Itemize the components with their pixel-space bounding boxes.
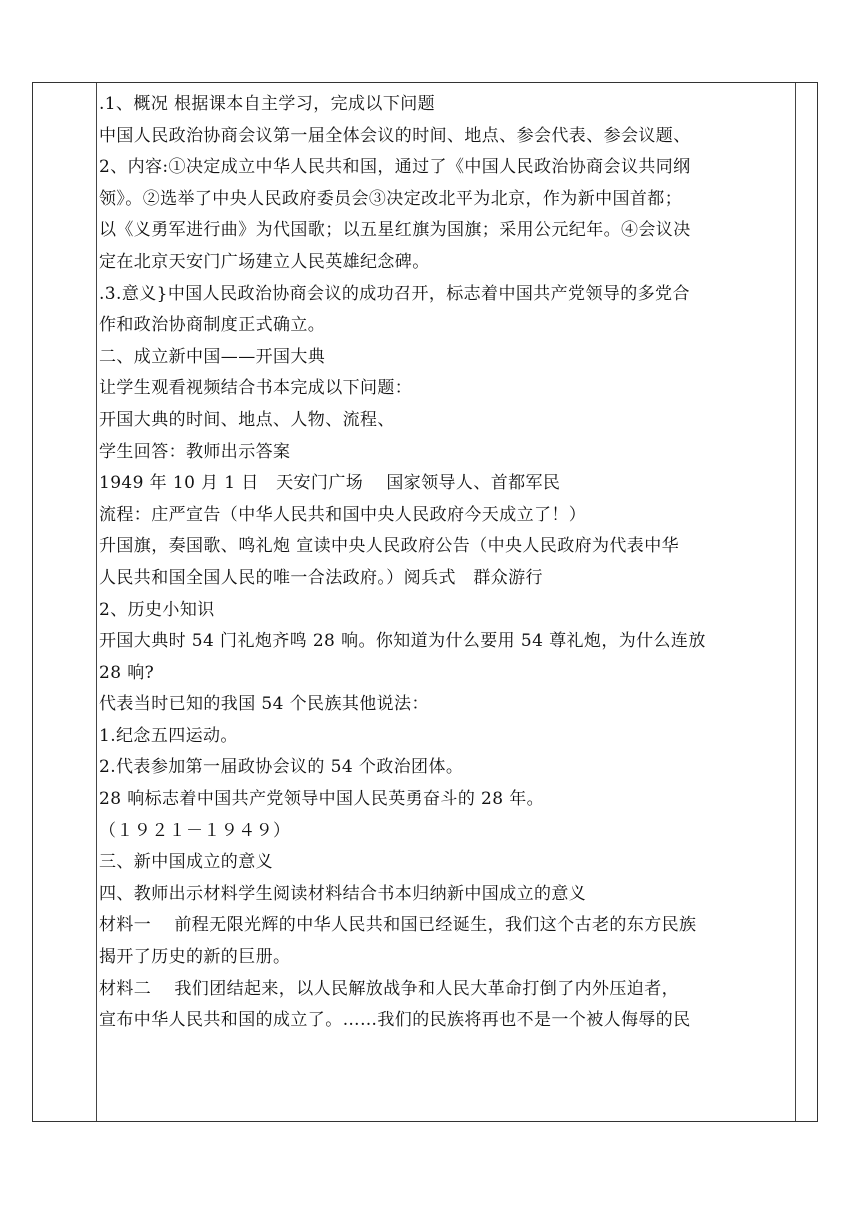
- text-line: 2.代表参加第一届政协会议的 54 个政治团体。: [99, 757, 464, 778]
- text-line: 1949 年 10 月 1 日 天安门广场 国家领导人、首都军民: [99, 473, 561, 494]
- text-line: 宣布中华人民共和国的成立了。……我们的民族将再也不是一个被人侮辱的民: [99, 1010, 691, 1031]
- text-line: 材料二 我们团结起来，以人民解放战争和人民大革命打倒了内外压迫者，: [99, 978, 680, 999]
- text-line: 流程：庄严宣告（中华人民共和国中央人民政府今天成立了！）: [99, 504, 587, 525]
- text-line: （１９２１－１９４９）: [99, 820, 291, 841]
- left-column: [33, 83, 97, 1121]
- text-line: .1、概况 根据课本自主学习，完成以下问题: [99, 94, 436, 114]
- text-line: 作和政治协商制度正式确立。: [99, 315, 326, 336]
- text-line: 领》。②选举了中央人民政府委员会③决定改北平为北京，作为新中国首都；: [99, 188, 683, 209]
- text-line: .3.意义}中国人民政治协商会议的成功召开，标志着中国共产党领导的多党合: [99, 283, 690, 304]
- text-line: 28 响标志着中国共产党领导中国人民英勇奋斗的 28 年。: [99, 789, 545, 810]
- text-line: 定在北京天安门广场建立人民英雄纪念碑。: [99, 251, 430, 272]
- text-line: 开国大典时 54 门礼炮齐鸣 28 响。你知道为什么要用 54 尊礼炮，为什么连放: [99, 631, 706, 652]
- text-line: 2、内容:①决定成立中华人民共和国，通过了《中国人民政治协商会议共同纲: [99, 157, 691, 178]
- text-line: 揭开了历史的新的巨册。: [99, 947, 291, 968]
- text-line: 材料一 前程无限光辉的中华人民共和国已经诞生，我们这个古老的东方民族: [99, 915, 697, 936]
- text-line: 以《义勇军进行曲》为代国歌；以五星红旗为国旗；采用公元纪年。④会议决: [99, 220, 691, 241]
- text-line: 三、新中国成立的意义: [99, 852, 273, 873]
- text-line: 1.纪念五四运动。: [99, 725, 238, 746]
- text-line: 2、历史小知识: [99, 599, 215, 620]
- text-line: 让学生观看视频结合书本完成以下问题：: [99, 378, 413, 399]
- text-line: 升国旗，奏国歌、鸣礼炮 宣读中央人民政府公告（中央人民政府为代表中华: [99, 536, 680, 557]
- text-line: 开国大典的时间、地点、人物、流程、: [99, 409, 395, 430]
- text-line: 中国人民政治协商会议第一届全体会议的时间、地点、参会代表、参会议题、: [99, 125, 691, 146]
- content-column: [99, 89, 795, 1119]
- text-line: 学生回答：教师出示答案: [99, 441, 291, 462]
- text-line: 人民共和国全国人民的唯一合法政府。）阅兵式 群众游行: [99, 567, 543, 588]
- text-line: 代表当时已知的我国 54 个民族其他说法：: [99, 694, 429, 715]
- text-line: 四、教师出示材料学生阅读材料结合书本归纳新中国成立的意义: [99, 883, 587, 904]
- lesson-plan-table: [32, 82, 818, 1122]
- text-line: 28 响?: [99, 662, 155, 683]
- right-column: [795, 83, 817, 1121]
- text-line: 二、成立新中国——开国大典: [99, 346, 326, 367]
